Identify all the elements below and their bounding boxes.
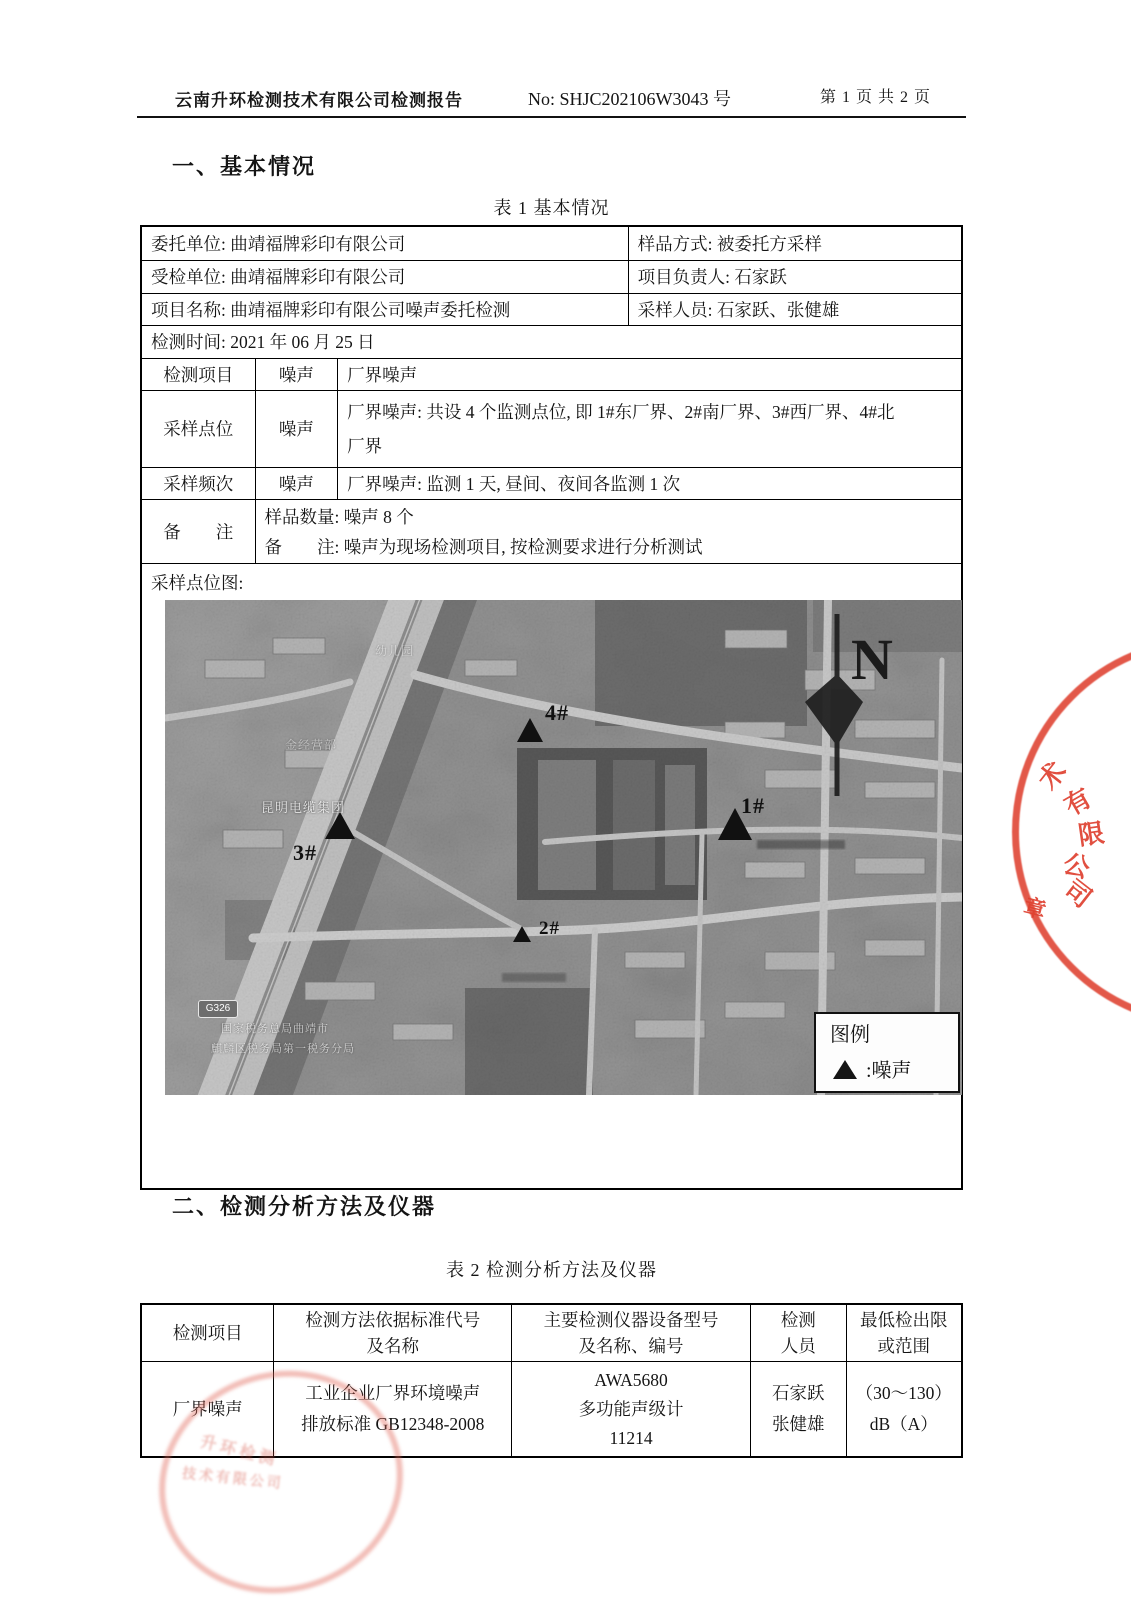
- map-label-kindergarten: 幼儿园: [375, 644, 415, 658]
- seal-char: 公: [1059, 848, 1093, 884]
- noise-point-label-4: 4#: [545, 700, 569, 725]
- cell-line: 11214: [609, 1427, 653, 1448]
- table-data-row: [142, 1361, 961, 1456]
- header-line: 人员: [780, 1336, 816, 1356]
- legend-box: [814, 1012, 960, 1093]
- noise-point-marker-4: [517, 718, 543, 742]
- section1-title: 一、基本情况: [172, 154, 317, 179]
- faded-seal-text: 技术有限公司: [181, 1466, 285, 1493]
- header-line: 检测方法依据标准代号: [305, 1310, 481, 1330]
- noise-point-label-3: 3#: [293, 840, 317, 865]
- map-label-cable-group: 昆明电缆集团: [261, 800, 346, 815]
- noise-type-cell: 噪声: [255, 391, 338, 467]
- remark-line2: 备 注: 噪声为现场检测项目, 按检测要求进行分析测试: [264, 536, 703, 557]
- sampling-staff-cell: 采样人员: 石家跃、张健雄: [628, 294, 961, 325]
- sampling-points-map: [165, 600, 962, 1095]
- header-line: 或范围: [877, 1336, 931, 1356]
- test-item-cell: 厂界噪声: [337, 359, 961, 390]
- table-row: [142, 499, 961, 563]
- header-test-item: 检测项目: [172, 1323, 243, 1343]
- header-company-title: 云南升环检测技术有限公司检测报告: [175, 91, 463, 110]
- table-row: [142, 358, 961, 390]
- table2-caption: 表 2 检测分析方法及仪器: [446, 1260, 657, 1280]
- cell-personnel: [750, 1362, 846, 1456]
- report-number: No: SHJC202106W3043 号: [528, 89, 732, 109]
- map-label-tax-line1: 国家税务总局曲靖市: [221, 1023, 329, 1035]
- cell-line: 多功能声级计: [578, 1398, 684, 1419]
- sampling-points-line2: 厂界: [347, 436, 383, 456]
- project-name-cell: 项目名称: 曲靖福牌彩印有限公司噪声委托检测: [151, 299, 511, 320]
- noise-legend-icon: [833, 1060, 857, 1079]
- noise-type-cell: 噪声: [255, 359, 338, 390]
- legend-item-label: :噪声: [866, 1060, 912, 1082]
- sample-method-cell: 样品方式: 被委托方采样: [628, 227, 961, 260]
- test-date-cell: 检测时间: 2021 年 06 月 25 日: [151, 332, 375, 352]
- table-row: [142, 467, 961, 499]
- section2-title: 二、检测分析方法及仪器: [172, 1194, 437, 1219]
- table-row: [142, 260, 961, 293]
- table-header-row: [142, 1305, 961, 1361]
- cell-line: （30～130）: [855, 1383, 952, 1403]
- noise-point-label-2: 2#: [539, 918, 560, 939]
- cell-line: AWA5680: [594, 1369, 668, 1390]
- remark-line1: 样品数量: 噪声 8 个: [264, 506, 414, 527]
- cell-test-item: 厂界噪声: [172, 1399, 243, 1419]
- sampling-points-cell: [337, 391, 961, 467]
- header-method-standard: [273, 1305, 511, 1361]
- header-detection-limit: [846, 1305, 961, 1361]
- row-label-cell: 检测项目: [163, 364, 234, 385]
- table-row: [142, 227, 961, 260]
- noise-point-marker-2: [513, 926, 531, 942]
- north-label: N: [851, 627, 893, 692]
- seal-char: 限: [1076, 818, 1107, 851]
- remark-label-cell: 备 注: [163, 521, 234, 542]
- sampling-points-line1: 厂界噪声: 共设 4 个监测点位, 即 1#东厂界、2#南厂界、3#西厂界、4#北: [347, 402, 895, 422]
- row-label-cell: 采样点位: [163, 419, 234, 439]
- seal-char: 有: [1059, 783, 1097, 822]
- header-line: 主要检测仪器设备型号: [543, 1310, 719, 1330]
- header-rule: [137, 116, 966, 118]
- road-badge: G326: [198, 1000, 238, 1018]
- client-unit-cell: 委托单位: 曲靖福牌彩印有限公司: [151, 233, 406, 254]
- method-instrument-table: [140, 1303, 963, 1458]
- header-line: 最低检出限: [860, 1310, 948, 1330]
- header-instrument: [511, 1305, 750, 1361]
- legend-title: 图例: [830, 1024, 870, 1046]
- noise-type-cell: 噪声: [255, 468, 338, 499]
- page-indicator: 第 1 页 共 2 页: [820, 89, 932, 106]
- header-line: 检测: [780, 1310, 816, 1330]
- cell-line: 石家跃: [771, 1383, 825, 1403]
- header-line: 及名称、编号: [578, 1336, 684, 1356]
- map-label-store: 金经营部: [285, 738, 338, 752]
- project-leader-cell: 项目负责人: 石家跃: [628, 261, 961, 293]
- header-line: 及名称: [366, 1336, 420, 1356]
- table-row: [142, 325, 961, 358]
- map-caption: 采样点位图:: [151, 573, 244, 593]
- cell-line: 工业企业厂界环境噪声: [305, 1383, 481, 1403]
- inspected-unit-cell: 受检单位: 曲靖福牌彩印有限公司: [151, 267, 406, 287]
- table-row: [142, 293, 961, 325]
- cell-line: 排放标准 GB12348-2008: [301, 1414, 485, 1434]
- seal-circle: [1012, 637, 1131, 1027]
- noise-point-marker-3: [325, 812, 355, 839]
- frequency-cell: 厂界噪声: 监测 1 天, 昼间、夜间各监测 1 次: [337, 468, 961, 499]
- faded-seal-text: 升环检测: [198, 1433, 281, 1470]
- cell-method-standard: [273, 1362, 511, 1456]
- cell-line: dB（A）: [869, 1414, 938, 1434]
- noise-point-label-1: 1#: [741, 793, 765, 818]
- remark-cell: [255, 500, 961, 563]
- header-personnel: [750, 1305, 846, 1361]
- seal-char-tail: 章: [1021, 893, 1049, 924]
- cell-line: 张健雄: [771, 1414, 825, 1434]
- table-row: [142, 390, 961, 467]
- cell-instrument: [511, 1362, 750, 1456]
- seal-char: 司: [1058, 874, 1097, 914]
- cell-detection-limit: [846, 1362, 961, 1456]
- seal-char: 术: [1033, 756, 1073, 795]
- row-label-cell: 采样频次: [163, 473, 234, 494]
- map-label-tax-line2: 麒麟区税务局第一税务分局: [211, 1043, 355, 1055]
- table1-caption: 表 1 基本情况: [493, 198, 610, 218]
